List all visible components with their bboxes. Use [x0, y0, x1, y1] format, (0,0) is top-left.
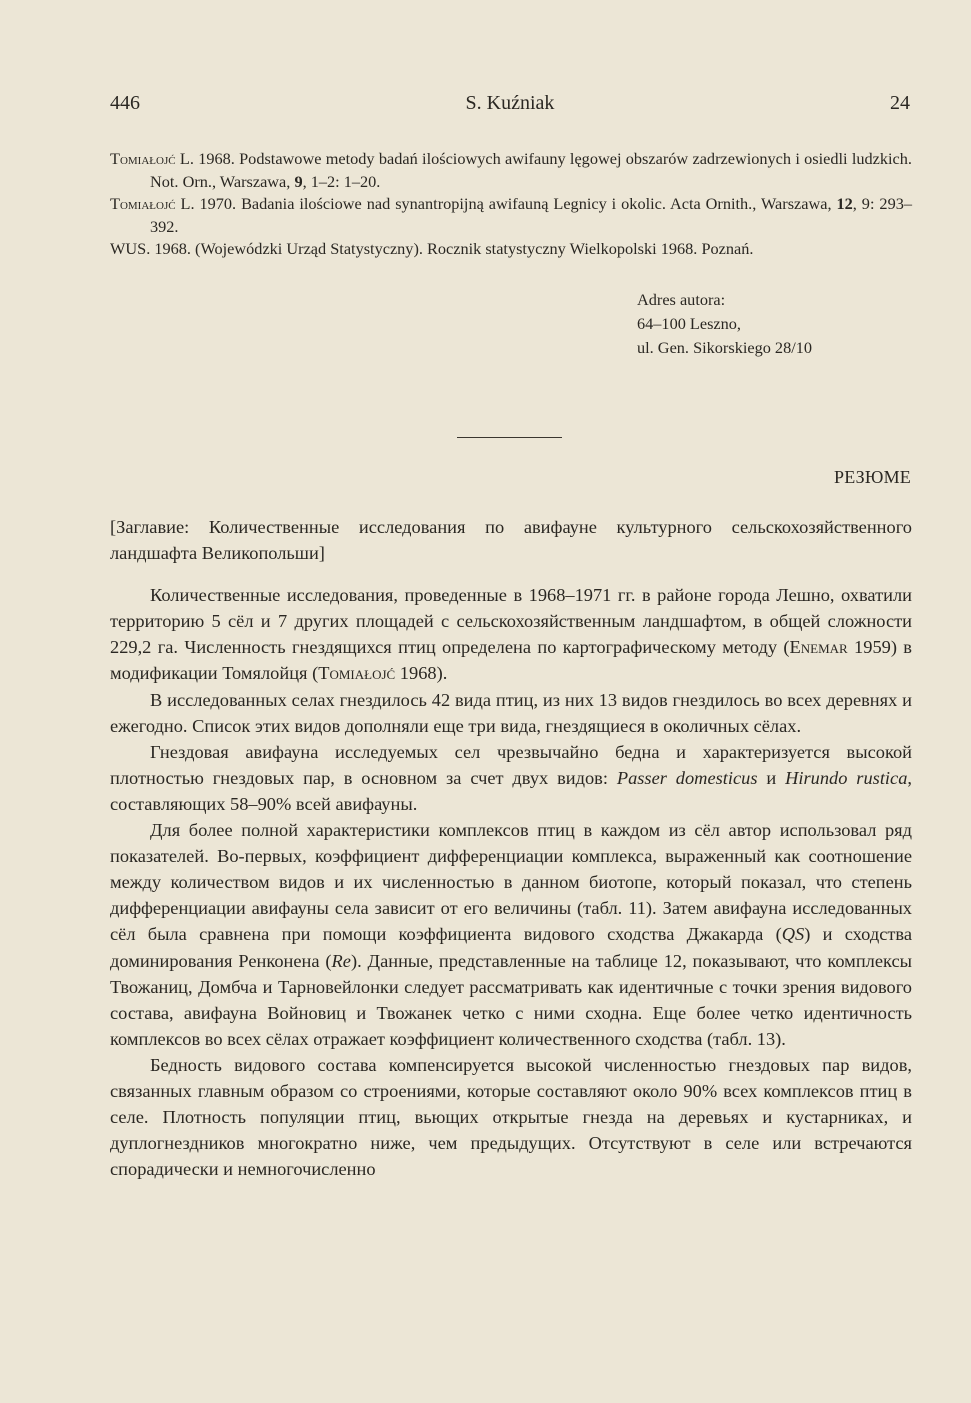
reference-list [110, 148, 912, 261]
running-head [110, 92, 910, 120]
paragraph: Для более полной характеристики комплексов птиц в каждом из сёл автор использовал ряд показателей. Во-первых, коэффициент дифференциации комплекса, выраженный как соотношение между количеством видов и их численностью в данном биотопе, который показал, что степень дифференциации авифауны села зависит от его величины (табл. 11). Затем авифауна исследованных сёл была сравнена при помощи коэффициента видового сходства Джакарда (QS) и сходства доминирования Ренконена (Re). Данные, представленные на таблице 12, показывают, что комплексы Твожаниц, Домбча и Тарновейлонки следует рассматривать как идентичные с точки зрения видового состава, авифауна Войновиц и Твожанек четко с ними сходна. Еще более четко идентичность комплексов во всех сёлах отражает коэффициент количественного сходства (табл. 13). [110, 820, 912, 1049]
paragraph: Бедность видового состава компенсируется высокой численностью гнездовых пар видов, связанных главным образом со строениями, которые составляют около 90% всех комплексов птиц в селе. Плотность популяции птиц, вьющих открытые гнезда на деревьях и кустарниках, и дуплогнездников многократно ниже, чем предыдущих. Отсутствуют в селе или встречаются спорадически и немногочисленно [110, 1054, 912, 1180]
reference-item: Tomiałojć L. 1970. Badania ilościowe nad synantropijną awifauną Legnicy i okolic. Acta Ornith., Warszawa, 12, 9: 293–392. [110, 194, 912, 236]
paragraph: Количественные исследования, проведенные в 1968–1971 гг. в районе города Лешно, охватили территорию 5 сёл и 7 других площадей с сельскохозяйственным ландшафтом, в общей сложности 229,2 га. Численность гнездящихся птиц определена по картографическому методу (Enemar 1959) в модификации Томялойця (Tomiałojć 1968). [110, 585, 912, 684]
section-number: 24 [890, 92, 910, 114]
section-divider [457, 437, 562, 438]
resume-body [110, 514, 912, 1182]
resume-heading: РЕЗЮМЕ [834, 467, 911, 487]
species-name: Passer domesticus [616, 767, 758, 788]
reference-item: WUS. 1968. (Wojewódzki Urząd Statystyczny). Rocznik statystyczny Wielkopolski 1968. Poznań. [110, 239, 754, 259]
paragraph: В исследованных селах гнездилось 42 вида птиц, из них 13 видов гнездилось во всех деревнях и ежегодно. Список этих видов дополняли еще три вида, гнездящиеся в околичных сёлах. [110, 689, 912, 736]
page-number: 446 [110, 92, 140, 114]
author-address: Adres autora: 64–100 Leszno, ul. Gen. Sikorskiego 28/10 [637, 290, 813, 357]
paragraph: Гнездовая авифауна исследуемых сел чрезвычайно бедна и характеризуется высокой плотностью гнездовых пар, в основном за счет двух видов: Passer domesticus и Hirundo rustica, составляющих 58–90% всей авифауны. [110, 741, 913, 814]
species-name: Hirundo rustica [785, 767, 908, 788]
reference-item: Tomiałojć L. 1968. Podstawowe metody badań ilościowych awifauny lęgowej obszarów zadrzewionych i osiedli ludzkich. Not. Orn., Warszawa, 9, 1–2: 1–20. [110, 149, 912, 191]
resume-title: [Заглавие: Количественные исследования по авифауне культурного сельскохозяйственного ландшафта Великопольши] [110, 517, 912, 564]
running-head-author: S. Kuźniak [465, 92, 555, 114]
